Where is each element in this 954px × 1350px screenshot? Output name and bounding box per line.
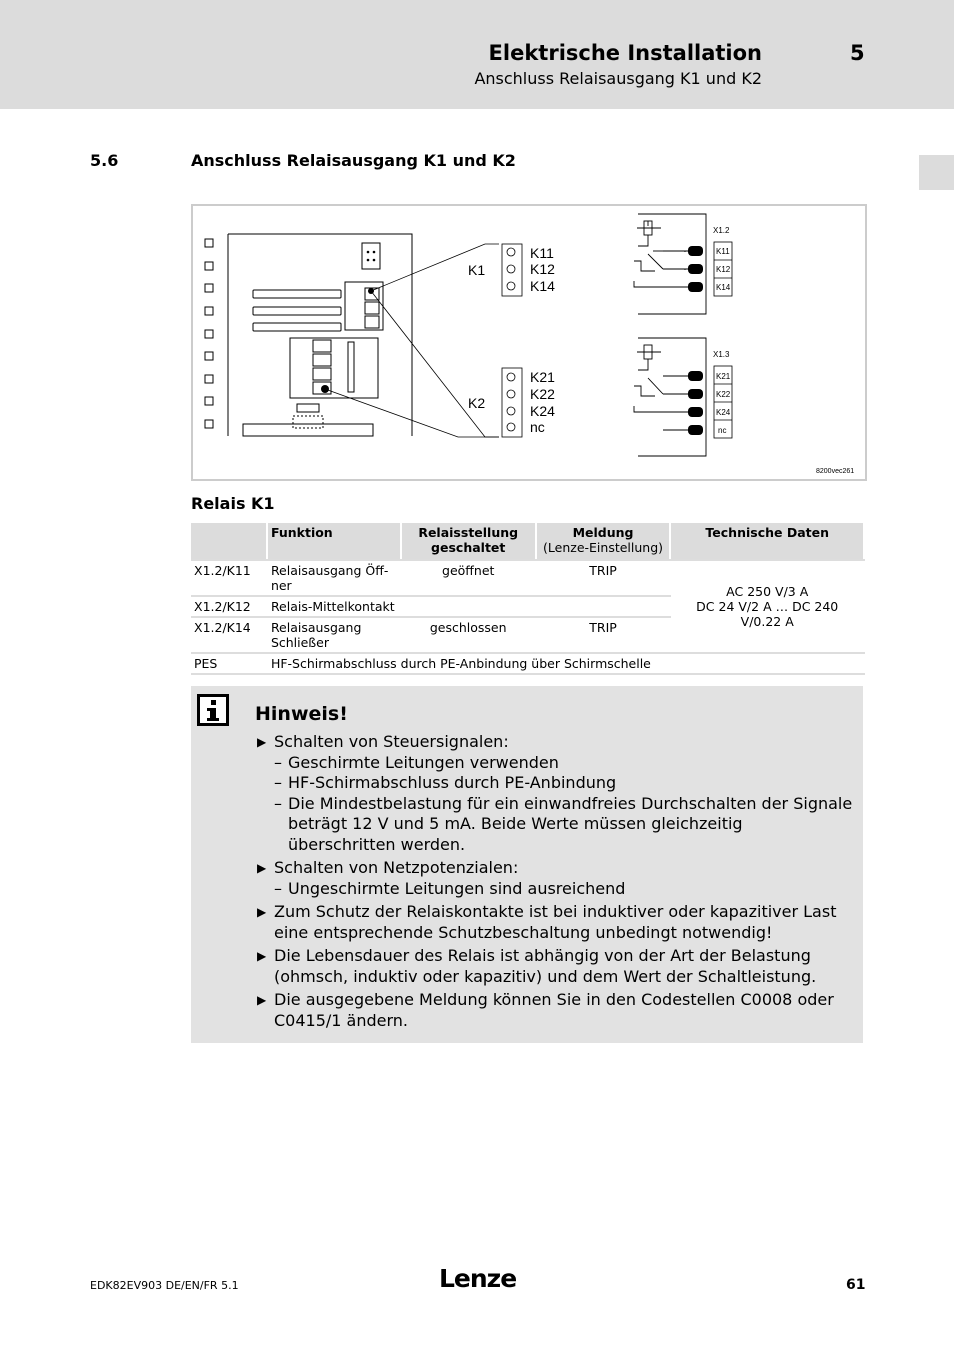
tech-text: DC 24 V/2 A … DC 240 V/0.22 A	[696, 599, 839, 629]
dash-icon: –	[274, 752, 282, 772]
header-cell: Technische Daten	[670, 523, 864, 560]
bullet-triangle-icon: ▶	[257, 905, 267, 919]
relais-title: Relais K1	[191, 494, 275, 513]
board-outline	[228, 234, 412, 436]
relay-wiring-figure	[191, 204, 867, 481]
k1-label: K1	[468, 262, 486, 278]
state-cell: geöffnet	[401, 560, 536, 596]
terminal-cell: X1.2/K12	[191, 596, 267, 617]
k2-terminal-detail	[502, 368, 522, 437]
board-square	[205, 397, 213, 405]
section-title: Anschluss Relaisausgang K1 und K2	[191, 151, 516, 170]
k11-label: K11	[530, 245, 554, 261]
header-cell	[401, 523, 536, 560]
list-item	[255, 858, 855, 899]
function-text: Relaisausgang Öff-	[270, 563, 389, 578]
x12-term	[688, 282, 703, 292]
k2-screw	[313, 368, 331, 380]
doc-id: EDK82EV903 DE/EN/FR 5.1	[90, 1279, 239, 1292]
header-text: Meldung	[572, 525, 634, 540]
list-item	[255, 946, 855, 987]
x12-label: X1.2	[713, 226, 730, 235]
k2-label: K2	[468, 395, 486, 411]
board-slot	[253, 307, 341, 315]
x12-k12: K12	[716, 265, 731, 274]
x12-term	[688, 246, 703, 256]
k12-label: K12	[530, 261, 555, 277]
board-bottom	[243, 424, 373, 436]
terminal-cell: PES	[191, 653, 267, 674]
list-text: Die ausgegebene Meldung können Sie in den Codestellen C0008 oder C0415/1 ändern.	[274, 990, 834, 1030]
board-square	[205, 352, 213, 360]
board-square	[205, 262, 213, 270]
sub-item	[274, 794, 855, 856]
list-text: Schalten von Netzpotenzialen:	[274, 858, 519, 877]
x12-k14: K14	[716, 283, 731, 292]
x13-term	[688, 407, 703, 417]
section-number: 5.6	[90, 151, 119, 170]
board-square	[205, 284, 213, 292]
x13-k24: K24	[716, 408, 731, 417]
dash-icon: –	[274, 793, 282, 813]
page-number: 61	[846, 1277, 866, 1293]
tech-text: AC 250 V/3 A	[726, 584, 809, 599]
x13-term	[688, 389, 703, 399]
message-cell	[536, 596, 671, 617]
note-box	[191, 686, 863, 1043]
bullet-triangle-icon: ▶	[257, 861, 267, 875]
x13-k21: K21	[716, 372, 731, 381]
chapter-tab	[919, 155, 954, 190]
sub-item	[274, 879, 855, 900]
x12-term	[688, 264, 703, 274]
terminal-cell: X1.2/K14	[191, 617, 267, 653]
pes-cell: HF-Schirmabschluss durch PE-Anbindung über Schirmschelle	[267, 653, 864, 674]
state-cell: geschlossen	[401, 617, 536, 653]
k21-label: K21	[530, 369, 555, 385]
header-title: Elektrische Installation	[488, 41, 762, 65]
chapter-number: 5	[850, 41, 865, 65]
k2-screw	[313, 340, 331, 352]
k2-slot	[348, 342, 354, 392]
board-connector	[362, 243, 380, 269]
board-part	[297, 404, 319, 412]
header-cell	[191, 523, 267, 560]
x13-term	[688, 371, 703, 381]
header-text: geschaltet	[431, 540, 506, 555]
header-text: Relaisstellung	[418, 525, 519, 540]
dash-icon: –	[274, 878, 282, 898]
k1-screw	[365, 316, 379, 328]
board-square	[205, 420, 213, 428]
note-list	[255, 732, 855, 1034]
k2-screw	[313, 354, 331, 366]
relay-diagram	[193, 206, 865, 479]
function-text: Relaisausgang	[270, 620, 362, 635]
page-header	[0, 0, 954, 109]
relay-table	[191, 523, 865, 675]
terminal-cell: X1.2/K11	[191, 560, 267, 596]
figure-code: 8200vec261	[816, 468, 855, 475]
table-header-row	[191, 523, 864, 560]
sub-item	[274, 773, 855, 794]
x13-term	[688, 425, 703, 435]
tech-data-cell	[670, 560, 864, 653]
x13-nc: nc	[718, 426, 727, 435]
board-slot	[253, 323, 341, 331]
x12-k11: K11	[716, 247, 730, 256]
bullet-triangle-icon: ▶	[257, 735, 267, 749]
k14-label: K14	[530, 278, 555, 294]
board-square	[205, 375, 213, 383]
message-cell: TRIP	[536, 560, 671, 596]
list-item	[255, 732, 855, 855]
dash-icon: –	[274, 773, 282, 792]
board-square	[205, 330, 213, 338]
list-text: Die Lebensdauer des Relais ist abhängig von der Art der Belastung (ohmsch, induktiv oder kapazitiv) und dem Wert der Schaltleistung.	[274, 946, 817, 986]
list-text: Schalten von Steuersignalen:	[274, 732, 509, 751]
function-text: Schließer	[270, 635, 330, 650]
function-cell	[267, 617, 401, 653]
function-text: ner	[270, 578, 292, 593]
message-cell: TRIP	[536, 617, 671, 653]
k1-terminal-block	[345, 282, 383, 330]
list-item	[255, 990, 855, 1031]
lenze-logo: Lenze	[439, 1264, 517, 1293]
k22-label: K22	[530, 386, 555, 402]
header-text: (Lenze-Einstellung)	[543, 540, 664, 555]
bullet-triangle-icon: ▶	[257, 949, 267, 963]
info-icon	[197, 694, 229, 726]
k1-terminal-detail	[502, 244, 522, 296]
sub-text: Ungeschirmte Leitungen sind ausreichend	[288, 878, 626, 898]
header-subtitle: Anschluss Relaisausgang K1 und K2	[474, 69, 762, 88]
function-cell	[267, 560, 401, 596]
k2-terminal-block	[290, 338, 378, 398]
table-row	[191, 653, 864, 674]
x13-k22: K22	[716, 390, 731, 399]
function-cell: Relais-Mittelkontakt	[267, 596, 401, 617]
k1-leader-line	[371, 291, 499, 437]
sub-text: HF-Schirmabschluss durch PE-Anbindung	[288, 773, 617, 792]
sub-text: Die Mindestbelastung für ein einwandfreies Durchschalten der Signale beträgt 12 V und 5 mA. Beide Werte müssen gleichzeitig überschritten werden.	[288, 793, 853, 854]
table-row	[191, 560, 864, 596]
list-text: Zum Schutz der Relaiskontakte ist bei induktiver oder kapazitiver Last eine entsprechende Schutzbeschaltung unbedingt notwendig!	[274, 902, 837, 942]
state-cell	[401, 596, 536, 617]
x13-label: X1.3	[713, 350, 730, 359]
k24-label: K24	[530, 403, 555, 419]
board-part	[293, 416, 323, 428]
bullet-triangle-icon: ▶	[257, 993, 267, 1007]
k1-screw	[365, 302, 379, 314]
note-title: Hinweis!	[255, 703, 348, 725]
sub-item	[274, 753, 855, 774]
board-square	[205, 239, 213, 247]
board-slot	[253, 290, 341, 298]
header-cell: Funktion	[267, 523, 401, 560]
header-cell	[536, 523, 671, 560]
list-item	[255, 902, 855, 943]
nc-label: nc	[530, 419, 545, 435]
board-square	[205, 307, 213, 315]
sub-text: Geschirmte Leitungen verwenden	[288, 752, 559, 772]
